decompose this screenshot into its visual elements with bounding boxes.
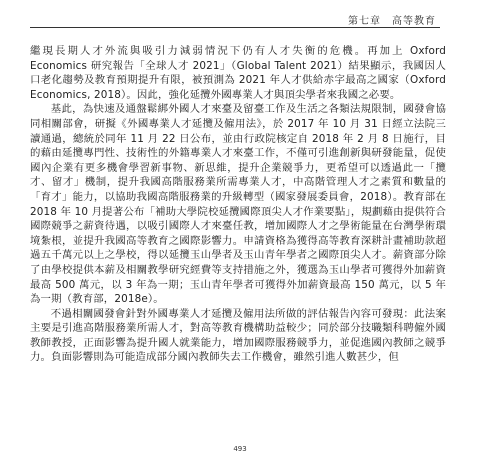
header-divider [30, 27, 440, 28]
paragraph: 不過相關國發會針對外國專業人才延攬及僱用法所做的評估報告內容可發現：此法案主要是引進高階服務業所需人才，對高等教育機構助益較少；同於部分技職類科聘僱外國教師教授，正面影響為提升國人就業能力，增加國際服務競爭力，並促進國內教師之競爭力。負面影響則為可能造成部分國內教師失去工作機會，雖然引進人數甚少，但 [30, 307, 446, 364]
body-text [30, 44, 446, 365]
paragraph: 繼現長期人才外流與吸引力減弱情況下仍有人才失衡的危機。再加上 Oxford Economics 研究報告「全球人才 2021」（Global Talent 2021）結果顯示，我國因人口老化趨勢及教育預期提升有限，被預測為 2021 年人才供給赤字最高之國家（Oxford Economics, 2018）。因此，強化延攬外國專業人才與頂尖學者來我國之必要。 [30, 45, 446, 101]
paragraph: 基此，為快速及通盤鬆綁外國人才來臺及留臺工作及生活之各類法規限制，國發會協同相關部會，研擬《外國專業人才延攬及僱用法》，於 2017 年 10 月 31 日經立法院三讀通過，總統於同年 11 月 22 日公布，並由行政院核定自 2018 年 2 月 8 日施行，目的藉由延攬專門性、技術性的外籍專業人才來臺工作，不僅可引進創新與研發能量，促使國內企業有更多機會學習新事物、新思維，提升企業競爭力，更希望可以透過此一「攬才、留才」機制，提升我國高階服務業所需專業人才，中高階管理人才之素質和數量的「育才」能力，以協助我國高階服務業的升級轉型（國家發展委員會，2018）。教育部在 2018 年 10 月提著公布「補助大學院校延攬國際頂尖人才作業要點」，規劃藉由提供符合國際競爭之薪資待遇，以吸引國際人才來臺任教，增加國際人才之學術能量在台灣學術環境紮根，並提升我國高等教育之國際影響力。申請資格為獲得高等教育深耕計畫補助款超過五千萬元以上之學校，得以延攬玉山學者及玉山青年學者之國際頂尖人才。薪資部分除了由學校提供本薪及相關教學研究經費等支持措施之外，獲選為玉山學者可獲得外加薪資最高 500 萬元，以 3 年為一期；玉山青年學者可獲得外加薪資最高 150 萬元，以 5 年為一期（教育部，2018e）。 [30, 103, 446, 306]
running-header: 第七章 高等教育 [348, 16, 436, 27]
page-number: 493 [233, 445, 247, 453]
